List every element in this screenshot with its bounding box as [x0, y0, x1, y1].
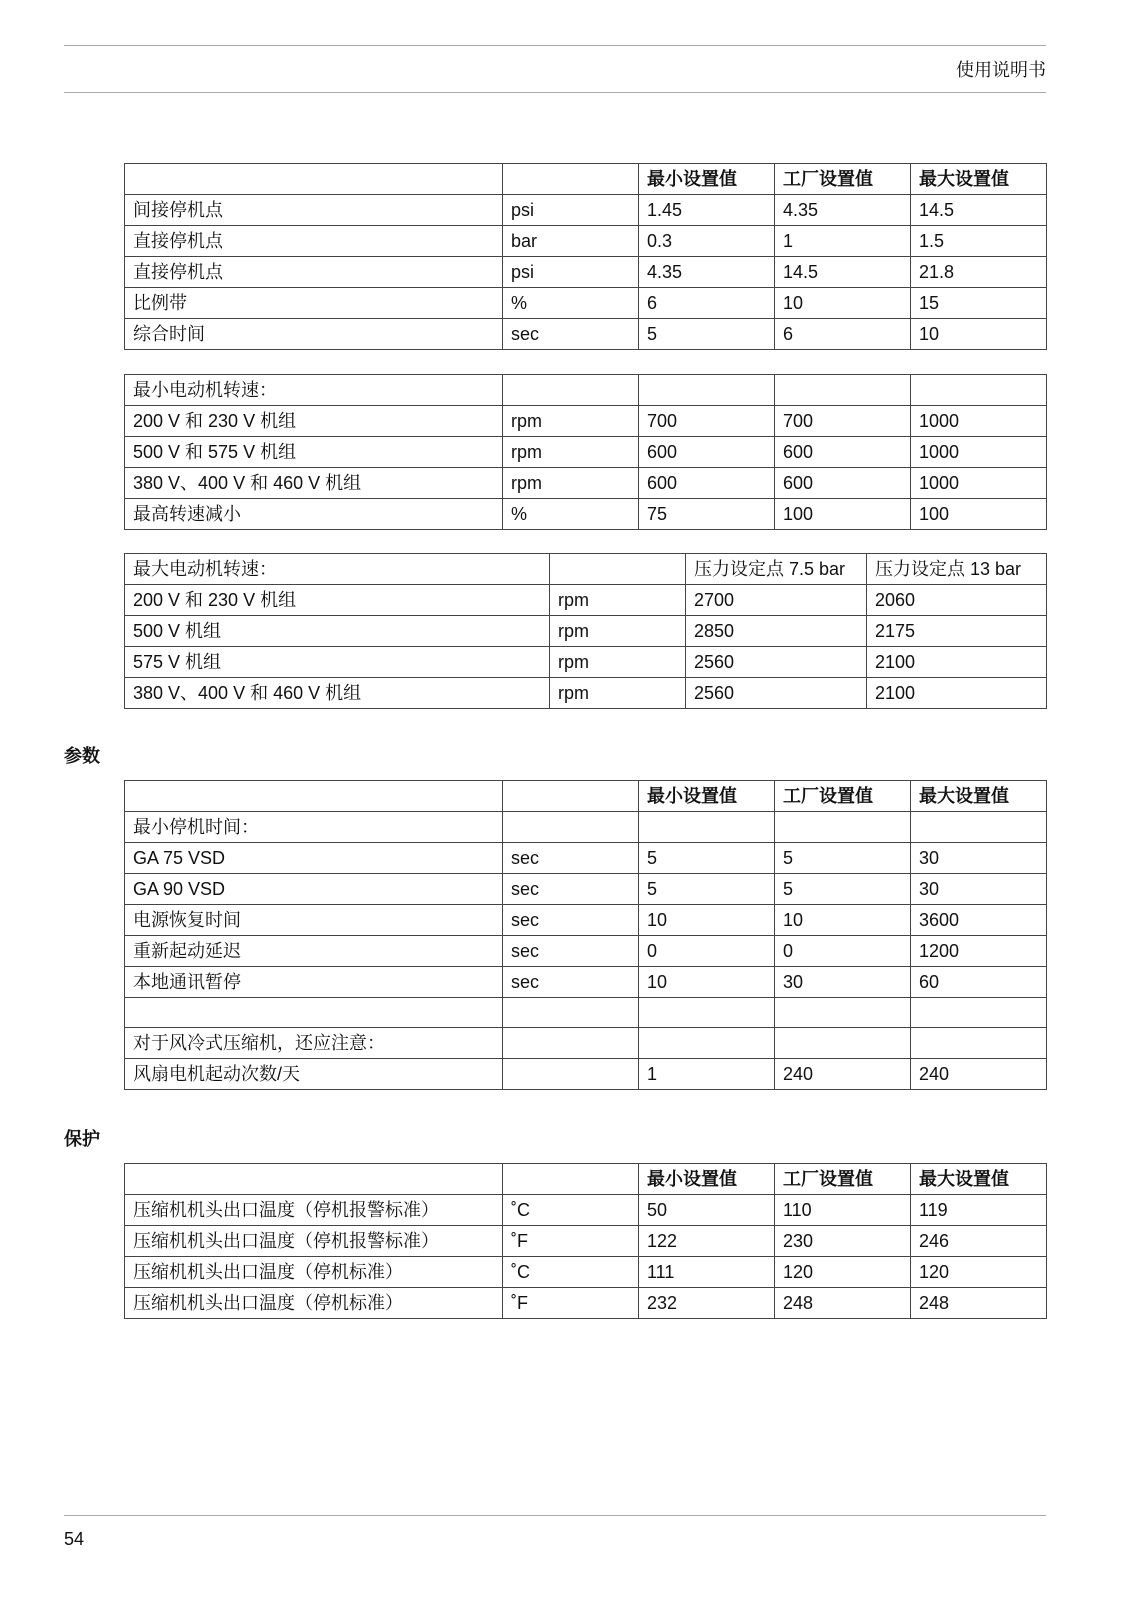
table-cell: 30: [911, 874, 1047, 905]
table-cell: 5: [775, 843, 911, 874]
table-cell: 最大电动机转速：: [125, 554, 550, 585]
table-cell: bar: [503, 226, 639, 257]
table-header-row: [125, 781, 1047, 812]
table-cell: 5: [639, 843, 775, 874]
table-cell: 248: [911, 1288, 1047, 1319]
table-cell: 600: [639, 437, 775, 468]
table-row: [125, 812, 1047, 843]
table-cell: ˚C: [503, 1195, 639, 1226]
table-row: [125, 554, 1047, 585]
table-cell: sec: [503, 319, 639, 350]
table-cell: 1000: [911, 468, 1047, 499]
table-cell: sec: [503, 843, 639, 874]
table-row: [125, 257, 1047, 288]
table-cell: rpm: [550, 678, 686, 709]
table-cell: 2560: [686, 647, 867, 678]
table-row: [125, 874, 1047, 905]
table-cell: ˚F: [503, 1288, 639, 1319]
table-row: [125, 998, 1047, 1028]
table-cell: [125, 998, 503, 1028]
table-cell: 10: [775, 288, 911, 319]
table-cell: 119: [911, 1195, 1047, 1226]
table-cell: 700: [639, 406, 775, 437]
table-cell: rpm: [503, 406, 639, 437]
table-cell: 压缩机机头出口温度（停机报警标准）: [125, 1195, 503, 1226]
table-cell: 2100: [867, 678, 1047, 709]
table-cell: [911, 812, 1047, 843]
table-cell: 电源恢复时间: [125, 905, 503, 936]
table-cell: 最小电动机转速：: [125, 375, 503, 406]
table-cell: 2560: [686, 678, 867, 709]
table-cell: %: [503, 288, 639, 319]
table-cell: [775, 1028, 911, 1059]
table-cell: 30: [911, 843, 1047, 874]
table-cell: 5: [639, 319, 775, 350]
table-cell: 10: [639, 967, 775, 998]
table-cell: 1.5: [911, 226, 1047, 257]
table-cell: 21.8: [911, 257, 1047, 288]
table-cell: 232: [639, 1288, 775, 1319]
table-cell: 压力设定点 13 bar: [867, 554, 1047, 585]
table-cell: 压缩机机头出口温度（停机标准）: [125, 1257, 503, 1288]
table-cell: 1000: [911, 406, 1047, 437]
table-row: [125, 1226, 1047, 1257]
section-title-protection: 保护: [64, 1129, 100, 1149]
table-cell: [639, 1028, 775, 1059]
table-cell: [550, 554, 686, 585]
table-row: [125, 319, 1047, 350]
table-cell: 1200: [911, 936, 1047, 967]
table-row: [125, 1195, 1047, 1226]
page-number: 54: [64, 1529, 85, 1549]
table-cell: sec: [503, 874, 639, 905]
table-cell: rpm: [503, 468, 639, 499]
table-cell: 700: [775, 406, 911, 437]
table-cell: 15: [911, 288, 1047, 319]
table-cell: sec: [503, 967, 639, 998]
header-cell: 工厂设置值: [775, 1164, 911, 1195]
table-cell: 最小停机时间：: [125, 812, 503, 843]
table-cell: 风扇电机起动次数/天: [125, 1059, 503, 1090]
min-motor-speed-table: [124, 374, 1047, 530]
table-cell: psi: [503, 195, 639, 226]
table-cell: [911, 1028, 1047, 1059]
header-cell: [503, 1164, 639, 1195]
table-row: [125, 499, 1047, 530]
table-cell: 100: [911, 499, 1047, 530]
table-cell: [503, 1028, 639, 1059]
table-cell: 120: [775, 1257, 911, 1288]
table-cell: 1.45: [639, 195, 775, 226]
table-cell: 综合时间: [125, 319, 503, 350]
table-cell: 0: [775, 936, 911, 967]
header-cell: 最小设置值: [639, 164, 775, 195]
table-row: [125, 437, 1047, 468]
table-cell: 111: [639, 1257, 775, 1288]
table-cell: 122: [639, 1226, 775, 1257]
table-cell: 2700: [686, 585, 867, 616]
header-title: 使用说明书: [956, 60, 1046, 80]
table-cell: ˚F: [503, 1226, 639, 1257]
table-cell: 600: [639, 468, 775, 499]
table-row: [125, 967, 1047, 998]
header-rule-bottom: [64, 92, 1046, 93]
table-cell: 2100: [867, 647, 1047, 678]
header-cell: 最小设置值: [639, 1164, 775, 1195]
table-cell: rpm: [550, 647, 686, 678]
table-cell: 4.35: [639, 257, 775, 288]
header-cell: [125, 164, 503, 195]
table-row: [125, 905, 1047, 936]
table-cell: 对于风冷式压缩机，还应注意：: [125, 1028, 503, 1059]
table-row: [125, 288, 1047, 319]
table-cell: 110: [775, 1195, 911, 1226]
table-cell: 2175: [867, 616, 1047, 647]
table-row: [125, 843, 1047, 874]
table-cell: 600: [775, 437, 911, 468]
table-cell: sec: [503, 936, 639, 967]
table-cell: 压缩机机头出口温度（停机报警标准）: [125, 1226, 503, 1257]
table-cell: 500 V 和 575 V 机组: [125, 437, 503, 468]
table-cell: 120: [911, 1257, 1047, 1288]
table-cell: %: [503, 499, 639, 530]
table-cell: 5: [775, 874, 911, 905]
table-cell: [775, 375, 911, 406]
header-cell: 工厂设置值: [775, 781, 911, 812]
table-cell: 200 V 和 230 V 机组: [125, 406, 503, 437]
table-cell: 10: [639, 905, 775, 936]
table-row: [125, 1028, 1047, 1059]
table-row: [125, 936, 1047, 967]
table-cell: 200 V 和 230 V 机组: [125, 585, 550, 616]
table-cell: 246: [911, 1226, 1047, 1257]
table-cell: 1: [775, 226, 911, 257]
table-cell: rpm: [550, 616, 686, 647]
table-cell: [911, 375, 1047, 406]
table-cell: [639, 812, 775, 843]
table-cell: 0: [639, 936, 775, 967]
header-cell: [125, 1164, 503, 1195]
table-cell: 60: [911, 967, 1047, 998]
table-cell: 14.5: [911, 195, 1047, 226]
table-cell: [639, 998, 775, 1028]
table-cell: 75: [639, 499, 775, 530]
table-cell: [639, 375, 775, 406]
header-cell: [503, 164, 639, 195]
table-cell: 575 V 机组: [125, 647, 550, 678]
table-cell: 重新起动延迟: [125, 936, 503, 967]
table-row: [125, 468, 1047, 499]
table-cell: [775, 812, 911, 843]
parameters-table: [124, 780, 1047, 1090]
table-header-row: [125, 164, 1047, 195]
table-cell: sec: [503, 905, 639, 936]
table-cell: GA 90 VSD: [125, 874, 503, 905]
table-cell: 10: [775, 905, 911, 936]
table-cell: 240: [775, 1059, 911, 1090]
table-cell: 240: [911, 1059, 1047, 1090]
table-cell: 间接停机点: [125, 195, 503, 226]
table-cell: 1000: [911, 437, 1047, 468]
table-cell: rpm: [550, 585, 686, 616]
protection-table: [124, 1163, 1047, 1319]
table-cell: 压缩机机头出口温度（停机标准）: [125, 1288, 503, 1319]
table-cell: 500 V 机组: [125, 616, 550, 647]
table-cell: 最高转速减小: [125, 499, 503, 530]
table-cell: 0.3: [639, 226, 775, 257]
table-cell: 压力设定点 7.5 bar: [686, 554, 867, 585]
table-cell: [911, 998, 1047, 1028]
table-row: [125, 1257, 1047, 1288]
footer-rule: [64, 1515, 1046, 1516]
table-row: [125, 1288, 1047, 1319]
table-cell: 本地通讯暂停: [125, 967, 503, 998]
table-cell: 2850: [686, 616, 867, 647]
table-cell: 14.5: [775, 257, 911, 288]
table-cell: 380 V、400 V 和 460 V 机组: [125, 678, 550, 709]
table-cell: 4.35: [775, 195, 911, 226]
table-cell: 50: [639, 1195, 775, 1226]
header-cell: 最大设置值: [911, 164, 1047, 195]
table-row: [125, 375, 1047, 406]
table-row: [125, 616, 1047, 647]
table-cell: 10: [911, 319, 1047, 350]
header-rule-top: [64, 45, 1046, 46]
table-cell: 248: [775, 1288, 911, 1319]
table-cell: 600: [775, 468, 911, 499]
table-header-row: [125, 1164, 1047, 1195]
table-cell: 100: [775, 499, 911, 530]
table-row: [125, 585, 1047, 616]
table-cell: ˚C: [503, 1257, 639, 1288]
table-cell: 比例带: [125, 288, 503, 319]
table-cell: [503, 1059, 639, 1090]
table-cell: [503, 998, 639, 1028]
max-motor-speed-table: [124, 553, 1047, 709]
header-cell: 最小设置值: [639, 781, 775, 812]
table-cell: 380 V、400 V 和 460 V 机组: [125, 468, 503, 499]
table-row: [125, 647, 1047, 678]
table-cell: 30: [775, 967, 911, 998]
table-cell: 5: [639, 874, 775, 905]
stop-point-settings-table: [124, 163, 1047, 350]
table-cell: psi: [503, 257, 639, 288]
table-cell: 2060: [867, 585, 1047, 616]
table-cell: 1: [639, 1059, 775, 1090]
table-cell: [503, 812, 639, 843]
header-cell: [125, 781, 503, 812]
table-row: [125, 678, 1047, 709]
table-cell: 6: [775, 319, 911, 350]
section-title-params: 参数: [64, 746, 100, 766]
table-cell: [775, 998, 911, 1028]
header-cell: 工厂设置值: [775, 164, 911, 195]
table-row: [125, 195, 1047, 226]
table-cell: rpm: [503, 437, 639, 468]
header-cell: [503, 781, 639, 812]
header-cell: 最大设置值: [911, 781, 1047, 812]
table-cell: 直接停机点: [125, 257, 503, 288]
table-cell: 230: [775, 1226, 911, 1257]
table-cell: 6: [639, 288, 775, 319]
table-cell: GA 75 VSD: [125, 843, 503, 874]
header-cell: 最大设置值: [911, 1164, 1047, 1195]
table-row: [125, 1059, 1047, 1090]
table-row: [125, 406, 1047, 437]
table-cell: 3600: [911, 905, 1047, 936]
table-cell: 直接停机点: [125, 226, 503, 257]
table-row: [125, 226, 1047, 257]
table-cell: [503, 375, 639, 406]
